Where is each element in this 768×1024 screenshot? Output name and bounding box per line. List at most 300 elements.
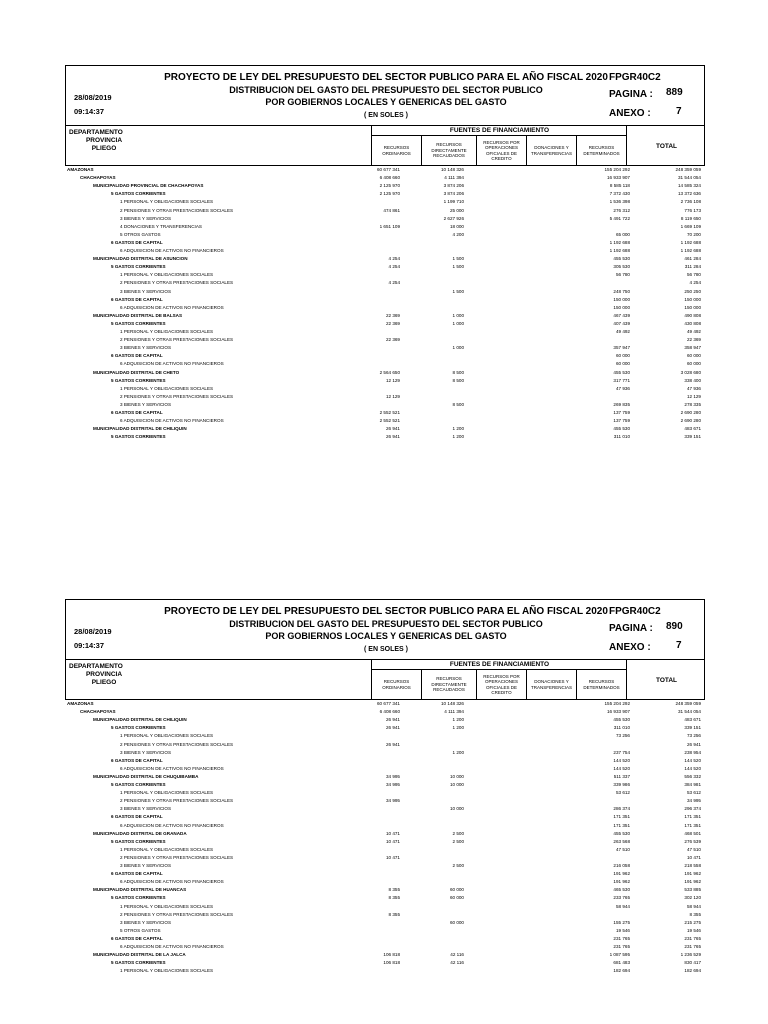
row-label: 2 PENSIONES Y OTRAS PRESTACIONES SOCIALES bbox=[120, 207, 234, 213]
cell-rdr: 1 199 710 bbox=[443, 199, 464, 205]
cell-total: 430 808 bbox=[684, 320, 701, 326]
col-recursos-operaciones-credito: RECURSOS POR OPERACIONES OFICIALES DE CREDITO bbox=[476, 135, 526, 166]
table-row bbox=[65, 433, 705, 441]
row-label: 6 GASTOS DE CAPITAL bbox=[111, 935, 163, 941]
table-row bbox=[65, 935, 705, 943]
col-recursos-directamente-recaudados: RECURSOS DIRECTAMENTE RECAUDADOS bbox=[421, 135, 476, 166]
table-row bbox=[65, 425, 705, 433]
cell-rd: 7 372 430 bbox=[609, 191, 630, 197]
cell-rd: 305 530 bbox=[613, 264, 630, 270]
table-row bbox=[65, 336, 705, 344]
table-row bbox=[65, 279, 705, 287]
table-row bbox=[65, 369, 705, 377]
cell-total: 60 000 bbox=[686, 361, 701, 367]
cell-ro: 2 125 970 bbox=[379, 183, 400, 189]
hierarchy-header bbox=[69, 663, 139, 687]
row-label: MUNICIPALIDAD DISTRITAL DE LA JALCA bbox=[93, 952, 186, 958]
cell-total: 191 962 bbox=[684, 871, 701, 877]
cell-total: 34 995 bbox=[686, 798, 701, 804]
table-row bbox=[65, 417, 705, 425]
cell-total: 150 000 bbox=[684, 296, 701, 302]
cell-rd: 276 312 bbox=[613, 207, 630, 213]
cell-ro: 26 941 bbox=[385, 434, 400, 440]
row-label: 5 GASTOS CORRIENTES bbox=[111, 782, 166, 787]
table-row bbox=[65, 741, 705, 749]
cell-ro: 8 355 bbox=[388, 895, 400, 901]
cell-ro: 22 369 bbox=[385, 312, 400, 318]
cell-total: 490 808 bbox=[684, 312, 701, 318]
cell-total: 47 936 bbox=[686, 385, 701, 391]
cell-ro: 26 941 bbox=[385, 741, 400, 747]
annex-number: 7 bbox=[676, 640, 682, 651]
table-row bbox=[65, 830, 705, 838]
cell-total: 12 129 bbox=[686, 393, 701, 399]
col-total: TOTAL bbox=[626, 126, 706, 166]
row-label: 1 PERSONAL Y OBLIGACIONES SOCIALES bbox=[120, 846, 214, 852]
row-label: 6 GASTOS DE CAPITAL bbox=[111, 296, 163, 302]
cell-rd: 150 000 bbox=[613, 304, 630, 310]
cell-total: 26 941 bbox=[686, 741, 701, 747]
table-row bbox=[65, 903, 705, 911]
row-label: 6 GASTOS DE CAPITAL bbox=[111, 410, 163, 415]
cell-rdr: 1 000 bbox=[452, 345, 464, 351]
cell-rd: 1 536 398 bbox=[609, 199, 630, 205]
table-row bbox=[65, 409, 705, 417]
table-row bbox=[65, 943, 705, 951]
cell-rd: 269 835 bbox=[613, 401, 630, 407]
col-recursos-determinados: RECURSOS DETERMINADOS bbox=[576, 135, 626, 166]
cell-ro: 10 471 bbox=[385, 830, 400, 836]
cell-total: 191 962 bbox=[684, 879, 701, 885]
row-label: 6 GASTOS DE CAPITAL bbox=[111, 239, 163, 245]
cell-rdr: 8 500 bbox=[452, 377, 464, 383]
cell-rdr: 8 500 bbox=[452, 369, 464, 375]
table-row bbox=[65, 854, 705, 862]
row-label: 6 GASTOS DE CAPITAL bbox=[111, 353, 163, 359]
cell-rd: 155 204 292 bbox=[604, 701, 630, 706]
cell-rdr: 1 500 bbox=[452, 288, 464, 294]
table-row bbox=[65, 967, 705, 975]
cell-total: 53 612 bbox=[686, 790, 701, 796]
table-row bbox=[65, 838, 705, 846]
cell-total: 231 765 bbox=[684, 935, 701, 941]
cell-rd: 171 351 bbox=[613, 814, 630, 820]
cell-rdr: 42 116 bbox=[450, 952, 464, 958]
cell-rd: 455 530 bbox=[613, 830, 630, 836]
table-row bbox=[65, 951, 705, 959]
cell-rdr: 2 500 bbox=[452, 863, 464, 868]
cell-total: 830 417 bbox=[684, 960, 701, 966]
cell-total: 58 944 bbox=[686, 903, 701, 909]
cell-rd: 231 765 bbox=[613, 935, 630, 941]
table-row bbox=[65, 231, 705, 239]
cell-rd: 65 000 bbox=[615, 231, 630, 237]
row-label: 3 BIENES Y SERVICIOS bbox=[120, 215, 172, 221]
cell-total: 49 492 bbox=[686, 329, 701, 334]
col-donaciones-transferencias: DONACIONES Y TRANSFERENCIAS bbox=[526, 669, 576, 700]
cell-rd: 5 491 722 bbox=[609, 215, 630, 221]
table-row bbox=[65, 716, 705, 724]
cell-ro: 26 941 bbox=[385, 725, 400, 731]
cell-total: 238 954 bbox=[684, 749, 701, 755]
units-label: ( EN SOLES ) bbox=[364, 646, 408, 653]
cell-rd: 8 585 118 bbox=[609, 183, 630, 189]
cell-total: 468 501 bbox=[684, 830, 701, 836]
cell-total: 483 671 bbox=[684, 426, 701, 432]
table-row bbox=[65, 296, 705, 304]
cell-rd: 263 568 bbox=[613, 838, 630, 844]
cell-rd: 311 010 bbox=[613, 725, 630, 731]
cell-rdr: 1 500 bbox=[452, 256, 464, 262]
report-title: PROYECTO DE LEY DEL PRESUPUESTO DEL SECTOR PUBLICO PARA EL AÑO FISCAL 2020 bbox=[164, 606, 608, 617]
row-label: 2 PENSIONES Y OTRAS PRESTACIONES SOCIALES bbox=[120, 280, 234, 286]
row-label: 1 PERSONAL Y OBLIGACIONES SOCIALES bbox=[120, 968, 214, 974]
cell-rdr: 25 000 bbox=[449, 207, 464, 213]
cell-total: 8 119 650 bbox=[680, 215, 701, 221]
cell-total: 338 400 bbox=[684, 377, 701, 383]
row-label: 1 PERSONAL Y OBLIGACIONES SOCIALES bbox=[120, 329, 214, 334]
cell-rdr: 42 116 bbox=[450, 960, 464, 966]
cell-rd: 47 510 bbox=[615, 846, 630, 852]
cell-rdr: 10 000 bbox=[449, 806, 464, 812]
cell-total: 250 250 bbox=[684, 288, 701, 294]
cell-rd: 182 694 bbox=[613, 968, 630, 974]
cell-ro: 2 552 521 bbox=[379, 418, 400, 424]
cell-rdr: 1 200 bbox=[452, 426, 464, 432]
table-row bbox=[65, 198, 705, 206]
cell-total: 278 335 bbox=[684, 401, 701, 407]
table-row bbox=[65, 724, 705, 732]
page-number: 889 bbox=[666, 87, 683, 98]
row-label: 3 BIENES Y SERVICIOS bbox=[120, 288, 172, 294]
report-page-889 bbox=[65, 65, 705, 440]
cell-rd: 144 520 bbox=[613, 757, 630, 763]
cell-ro: 8 355 bbox=[388, 911, 400, 917]
cell-ro: 6 408 660 bbox=[379, 175, 400, 181]
cell-rd: 47 936 bbox=[615, 385, 630, 391]
report-time: 09:14:37 bbox=[74, 107, 105, 116]
report-header bbox=[65, 65, 705, 126]
table-row bbox=[65, 781, 705, 789]
table-row bbox=[65, 239, 705, 247]
table-row bbox=[65, 190, 705, 198]
cell-total: 171 351 bbox=[684, 822, 701, 828]
cell-total: 276 539 bbox=[684, 838, 701, 844]
page-label: PAGINA : bbox=[609, 89, 653, 100]
cell-total: 358 947 bbox=[684, 345, 701, 351]
report-subtitle: DISTRIBUCION DEL GASTO DEL PRESUPUESTO DEL SECTOR PUBLICO bbox=[229, 85, 543, 95]
row-label: 1 PERSONAL Y OBLIGACIONES SOCIALES bbox=[120, 903, 214, 909]
cell-rdr: 1 500 bbox=[452, 264, 464, 270]
row-label: 6 ADQUISICION DE ACTIVOS NO FINANCIEROS bbox=[120, 361, 224, 367]
table-row bbox=[65, 247, 705, 255]
table-row bbox=[65, 732, 705, 740]
cell-rd: 191 962 bbox=[613, 871, 630, 877]
row-label: 5 GASTOS CORRIENTES bbox=[111, 264, 166, 270]
cell-rd: 465 530 bbox=[613, 887, 630, 893]
cell-rdr: 1 200 bbox=[452, 725, 464, 731]
row-label: MUNICIPALIDAD DISTRITAL DE GRANADA bbox=[93, 830, 187, 836]
page-label: PAGINA : bbox=[609, 623, 653, 634]
cell-rd: 137 759 bbox=[613, 418, 630, 424]
cell-rd: 455 530 bbox=[613, 256, 630, 262]
column-header bbox=[65, 126, 705, 166]
report-header bbox=[65, 599, 705, 660]
cell-rd: 681 483 bbox=[613, 960, 630, 966]
cell-rd: 455 530 bbox=[613, 426, 630, 432]
cell-total: 1 236 529 bbox=[680, 952, 701, 958]
table-row bbox=[65, 223, 705, 231]
row-label: 2 PENSIONES Y OTRAS PRESTACIONES SOCIALES bbox=[120, 798, 234, 804]
cell-ro: 10 471 bbox=[385, 854, 400, 860]
cell-total: 31 544 054 bbox=[678, 175, 701, 181]
row-label: 2 PENSIONES Y OTRAS PRESTACIONES SOCIALES bbox=[120, 854, 234, 860]
table-row bbox=[65, 773, 705, 781]
row-label: 6 ADQUISICION DE ACTIVOS NO FINANCIEROS bbox=[120, 248, 224, 253]
row-label: MUNICIPALIDAD DISTRITAL DE CHILIQUIN bbox=[93, 717, 187, 723]
cell-total: 171 351 bbox=[684, 814, 701, 820]
row-label: 5 GASTOS CORRIENTES bbox=[111, 377, 166, 383]
table-row bbox=[65, 708, 705, 716]
cell-rd: 237 754 bbox=[613, 749, 630, 755]
report-page-890 bbox=[65, 599, 705, 974]
funding-sources-header: FUENTES DE FINANCIAMIENTO bbox=[371, 126, 627, 136]
cell-total: 296 374 bbox=[684, 806, 701, 812]
cell-total: 339 151 bbox=[684, 434, 701, 440]
report-date: 28/08/2019 bbox=[74, 627, 112, 636]
table-row bbox=[65, 288, 705, 296]
table-row bbox=[65, 401, 705, 409]
row-label: 5 GASTOS CORRIENTES bbox=[111, 838, 166, 844]
cell-rd: 16 933 907 bbox=[607, 175, 630, 181]
cell-rd: 231 765 bbox=[613, 944, 630, 949]
row-label: 1 PERSONAL Y OBLIGACIONES SOCIALES bbox=[120, 385, 214, 391]
cell-rd: 150 000 bbox=[613, 296, 630, 302]
cell-ro: 12 129 bbox=[385, 377, 400, 383]
cell-rdr: 2 627 926 bbox=[443, 215, 464, 221]
cell-rdr: 60 000 bbox=[449, 919, 464, 925]
table-row bbox=[65, 271, 705, 279]
row-label: CHACHAPOYAS bbox=[80, 709, 116, 715]
table-row bbox=[65, 344, 705, 352]
cell-rd: 60 000 bbox=[615, 361, 630, 367]
table-row bbox=[65, 959, 705, 967]
cell-total: 144 520 bbox=[684, 765, 701, 771]
annex-label: ANEXO : bbox=[609, 642, 651, 653]
report-time: 09:14:37 bbox=[74, 641, 105, 650]
cell-ro: 2 564 650 bbox=[379, 369, 400, 375]
cell-rd: 357 947 bbox=[613, 345, 630, 351]
row-label: 3 BIENES Y SERVICIOS bbox=[120, 345, 172, 351]
cell-total: 248 359 059 bbox=[675, 701, 701, 706]
report-subtitle-2: POR GOBIERNOS LOCALES Y GENERICAS DEL GASTO bbox=[265, 631, 507, 641]
cell-rdr: 1 000 bbox=[452, 312, 464, 318]
province-header: PROVINCIA bbox=[85, 137, 123, 144]
row-label: 5 GASTOS CORRIENTES bbox=[111, 895, 166, 901]
cell-total: 60 000 bbox=[686, 353, 701, 359]
cell-ro: 106 818 bbox=[383, 952, 400, 958]
table-row bbox=[65, 352, 705, 360]
row-label: 5 OTROS GASTOS bbox=[120, 231, 161, 237]
cell-total: 31 544 054 bbox=[678, 709, 701, 715]
report-subtitle: DISTRIBUCION DEL GASTO DEL PRESUPUESTO DEL SECTOR PUBLICO bbox=[229, 619, 543, 629]
row-label: 2 PENSIONES Y OTRAS PRESTACIONES SOCIALES bbox=[120, 911, 234, 917]
cell-ro: 22 369 bbox=[385, 320, 400, 326]
table-row bbox=[65, 749, 705, 757]
row-label: 3 BIENES Y SERVICIOS bbox=[120, 806, 172, 812]
cell-total: 56 780 bbox=[686, 272, 701, 278]
row-label: 5 OTROS GASTOS bbox=[120, 927, 161, 933]
hierarchy-header bbox=[69, 129, 139, 153]
row-label: 5 GASTOS CORRIENTES bbox=[111, 725, 166, 731]
cell-total: 2 736 108 bbox=[680, 199, 701, 205]
cell-total: 144 520 bbox=[684, 757, 701, 763]
table-row bbox=[65, 757, 705, 765]
cell-ro: 4 254 bbox=[388, 264, 400, 270]
cell-rdr: 2 500 bbox=[452, 838, 464, 844]
department-header: DEPARTAMENTO bbox=[69, 129, 123, 136]
cell-rdr: 1 200 bbox=[452, 717, 464, 723]
row-label: 6 ADQUISICION DE ACTIVOS NO FINANCIEROS bbox=[120, 822, 224, 828]
cell-rd: 137 759 bbox=[613, 410, 630, 415]
row-label: MUNICIPALIDAD DISTRITAL DE HUANCAS bbox=[93, 887, 187, 893]
row-label: 1 PERSONAL Y OBLIGACIONES SOCIALES bbox=[120, 199, 214, 205]
row-label: 1 PERSONAL Y OBLIGACIONES SOCIALES bbox=[120, 272, 214, 278]
cell-rd: 171 351 bbox=[613, 822, 630, 828]
cell-rd: 58 944 bbox=[615, 903, 630, 909]
cell-total: 483 671 bbox=[684, 717, 701, 723]
col-recursos-ordinarios: RECURSOS ORDINARIOS bbox=[371, 669, 421, 700]
row-label: 1 PERSONAL Y OBLIGACIONES SOCIALES bbox=[120, 733, 214, 739]
table-row bbox=[65, 166, 705, 174]
cell-rdr: 1 200 bbox=[452, 749, 464, 755]
cell-total: 776 173 bbox=[684, 207, 701, 213]
table-row bbox=[65, 255, 705, 263]
table-row bbox=[65, 312, 705, 320]
table-row bbox=[65, 328, 705, 336]
report-code: FPGR40C2 bbox=[609, 606, 661, 617]
annex-label: ANEXO : bbox=[609, 108, 651, 119]
cell-rd: 286 374 bbox=[613, 806, 630, 812]
cell-rd: 144 520 bbox=[613, 765, 630, 771]
cell-total: 70 200 bbox=[686, 231, 701, 237]
table-row bbox=[65, 805, 705, 813]
cell-total: 10 471 bbox=[686, 854, 701, 860]
cell-total: 19 546 bbox=[686, 927, 701, 933]
cell-total: 182 694 bbox=[684, 968, 701, 974]
cell-ro: 22 369 bbox=[385, 337, 400, 343]
row-label: 2 PENSIONES Y OTRAS PRESTACIONES SOCIALES bbox=[120, 393, 234, 399]
col-recursos-determinados: RECURSOS DETERMINADOS bbox=[576, 669, 626, 700]
cell-rd: 511 337 bbox=[613, 773, 630, 779]
cell-rdr: 10 000 bbox=[449, 782, 464, 787]
cell-ro: 2 552 521 bbox=[379, 410, 400, 415]
cell-ro: 106 818 bbox=[383, 960, 400, 966]
cell-ro: 34 995 bbox=[385, 798, 400, 804]
cell-total: 2 690 280 bbox=[680, 410, 701, 415]
department-header: DEPARTAMENTO bbox=[69, 663, 123, 670]
table-row bbox=[65, 263, 705, 271]
row-label: 1 PERSONAL Y OBLIGACIONES SOCIALES bbox=[120, 790, 214, 796]
table-row bbox=[65, 393, 705, 401]
table-row bbox=[65, 174, 705, 182]
col-recursos-ordinarios: RECURSOS ORDINARIOS bbox=[371, 135, 421, 166]
row-label: MUNICIPALIDAD DISTRITAL DE CHILIQUIN bbox=[93, 426, 187, 432]
cell-rd: 16 933 907 bbox=[607, 709, 630, 715]
cell-ro: 26 941 bbox=[385, 717, 400, 723]
cell-rd: 1 087 595 bbox=[609, 952, 630, 958]
page-number: 890 bbox=[666, 621, 683, 632]
row-label: AMAZONAS bbox=[67, 701, 94, 706]
cell-ro: 4 254 bbox=[388, 280, 400, 286]
col-total: TOTAL bbox=[626, 660, 706, 700]
cell-total: 3 028 680 bbox=[680, 369, 701, 375]
cell-total: 311 284 bbox=[684, 264, 701, 270]
cell-rd: 19 546 bbox=[615, 927, 630, 933]
cell-total: 4 254 bbox=[689, 280, 701, 286]
cell-total: 13 372 636 bbox=[678, 191, 701, 197]
row-label: MUNICIPALIDAD DISTRITAL DE BALSAS bbox=[93, 312, 183, 318]
row-label: 5 GASTOS CORRIENTES bbox=[111, 960, 166, 966]
cell-total: 218 558 bbox=[684, 863, 701, 868]
cell-total: 302 120 bbox=[684, 895, 701, 901]
row-label: 3 BIENES Y SERVICIOS bbox=[120, 919, 172, 925]
entity-header: PLIEGO bbox=[91, 679, 117, 686]
row-label: 6 GASTOS DE CAPITAL bbox=[111, 814, 163, 820]
table-row bbox=[65, 822, 705, 830]
table-row bbox=[65, 797, 705, 805]
cell-rd: 1 192 688 bbox=[609, 248, 630, 253]
table-row bbox=[65, 700, 705, 708]
cell-rdr: 2 500 bbox=[452, 830, 464, 836]
cell-rd: 1 192 688 bbox=[609, 239, 630, 245]
row-label: 6 GASTOS DE CAPITAL bbox=[111, 871, 163, 877]
cell-rd: 407 439 bbox=[613, 320, 630, 326]
cell-rdr: 8 500 bbox=[452, 401, 464, 407]
cell-ro: 34 995 bbox=[385, 782, 400, 787]
cell-rd: 311 010 bbox=[613, 434, 630, 440]
row-label: 6 ADQUISICION DE ACTIVOS NO FINANCIEROS bbox=[120, 765, 224, 771]
row-label: 5 GASTOS CORRIENTES bbox=[111, 320, 166, 326]
row-label: 3 BIENES Y SERVICIOS bbox=[120, 863, 172, 868]
entity-header: PLIEGO bbox=[91, 145, 117, 152]
units-label: ( EN SOLES ) bbox=[364, 112, 408, 119]
report-title: PROYECTO DE LEY DEL PRESUPUESTO DEL SECTOR PUBLICO PARA EL AÑO FISCAL 2020 bbox=[164, 72, 608, 83]
cell-rdr: 60 000 bbox=[449, 895, 464, 901]
table-row bbox=[65, 304, 705, 312]
cell-rdr: 60 000 bbox=[449, 887, 464, 893]
cell-total: 150 000 bbox=[684, 304, 701, 310]
cell-ro: 6 408 660 bbox=[379, 709, 400, 715]
cell-total: 339 151 bbox=[684, 725, 701, 731]
table-row bbox=[65, 927, 705, 935]
row-label: MUNICIPALIDAD DISTRITAL DE CHETO bbox=[93, 369, 180, 375]
cell-rd: 60 000 bbox=[615, 353, 630, 359]
row-label: MUNICIPALIDAD DISTRITAL DE CHUQUIBAMBA bbox=[93, 773, 199, 779]
cell-rdr: 1 200 bbox=[452, 434, 464, 440]
table-row bbox=[65, 377, 705, 385]
cell-total: 8 355 bbox=[689, 911, 701, 917]
table-row bbox=[65, 320, 705, 328]
cell-total: 215 275 bbox=[684, 919, 701, 925]
row-label: 4 DONACIONES Y TRANSFERENCIAS bbox=[120, 223, 202, 229]
cell-ro: 60 677 341 bbox=[377, 701, 400, 706]
cell-total: 1 192 688 bbox=[680, 239, 701, 245]
report-subtitle-2: POR GOBIERNOS LOCALES Y GENERICAS DEL GASTO bbox=[265, 97, 507, 107]
cell-ro: 474 861 bbox=[383, 207, 400, 213]
funding-sources-header: FUENTES DE FINANCIAMIENTO bbox=[371, 660, 627, 670]
table-row bbox=[65, 813, 705, 821]
